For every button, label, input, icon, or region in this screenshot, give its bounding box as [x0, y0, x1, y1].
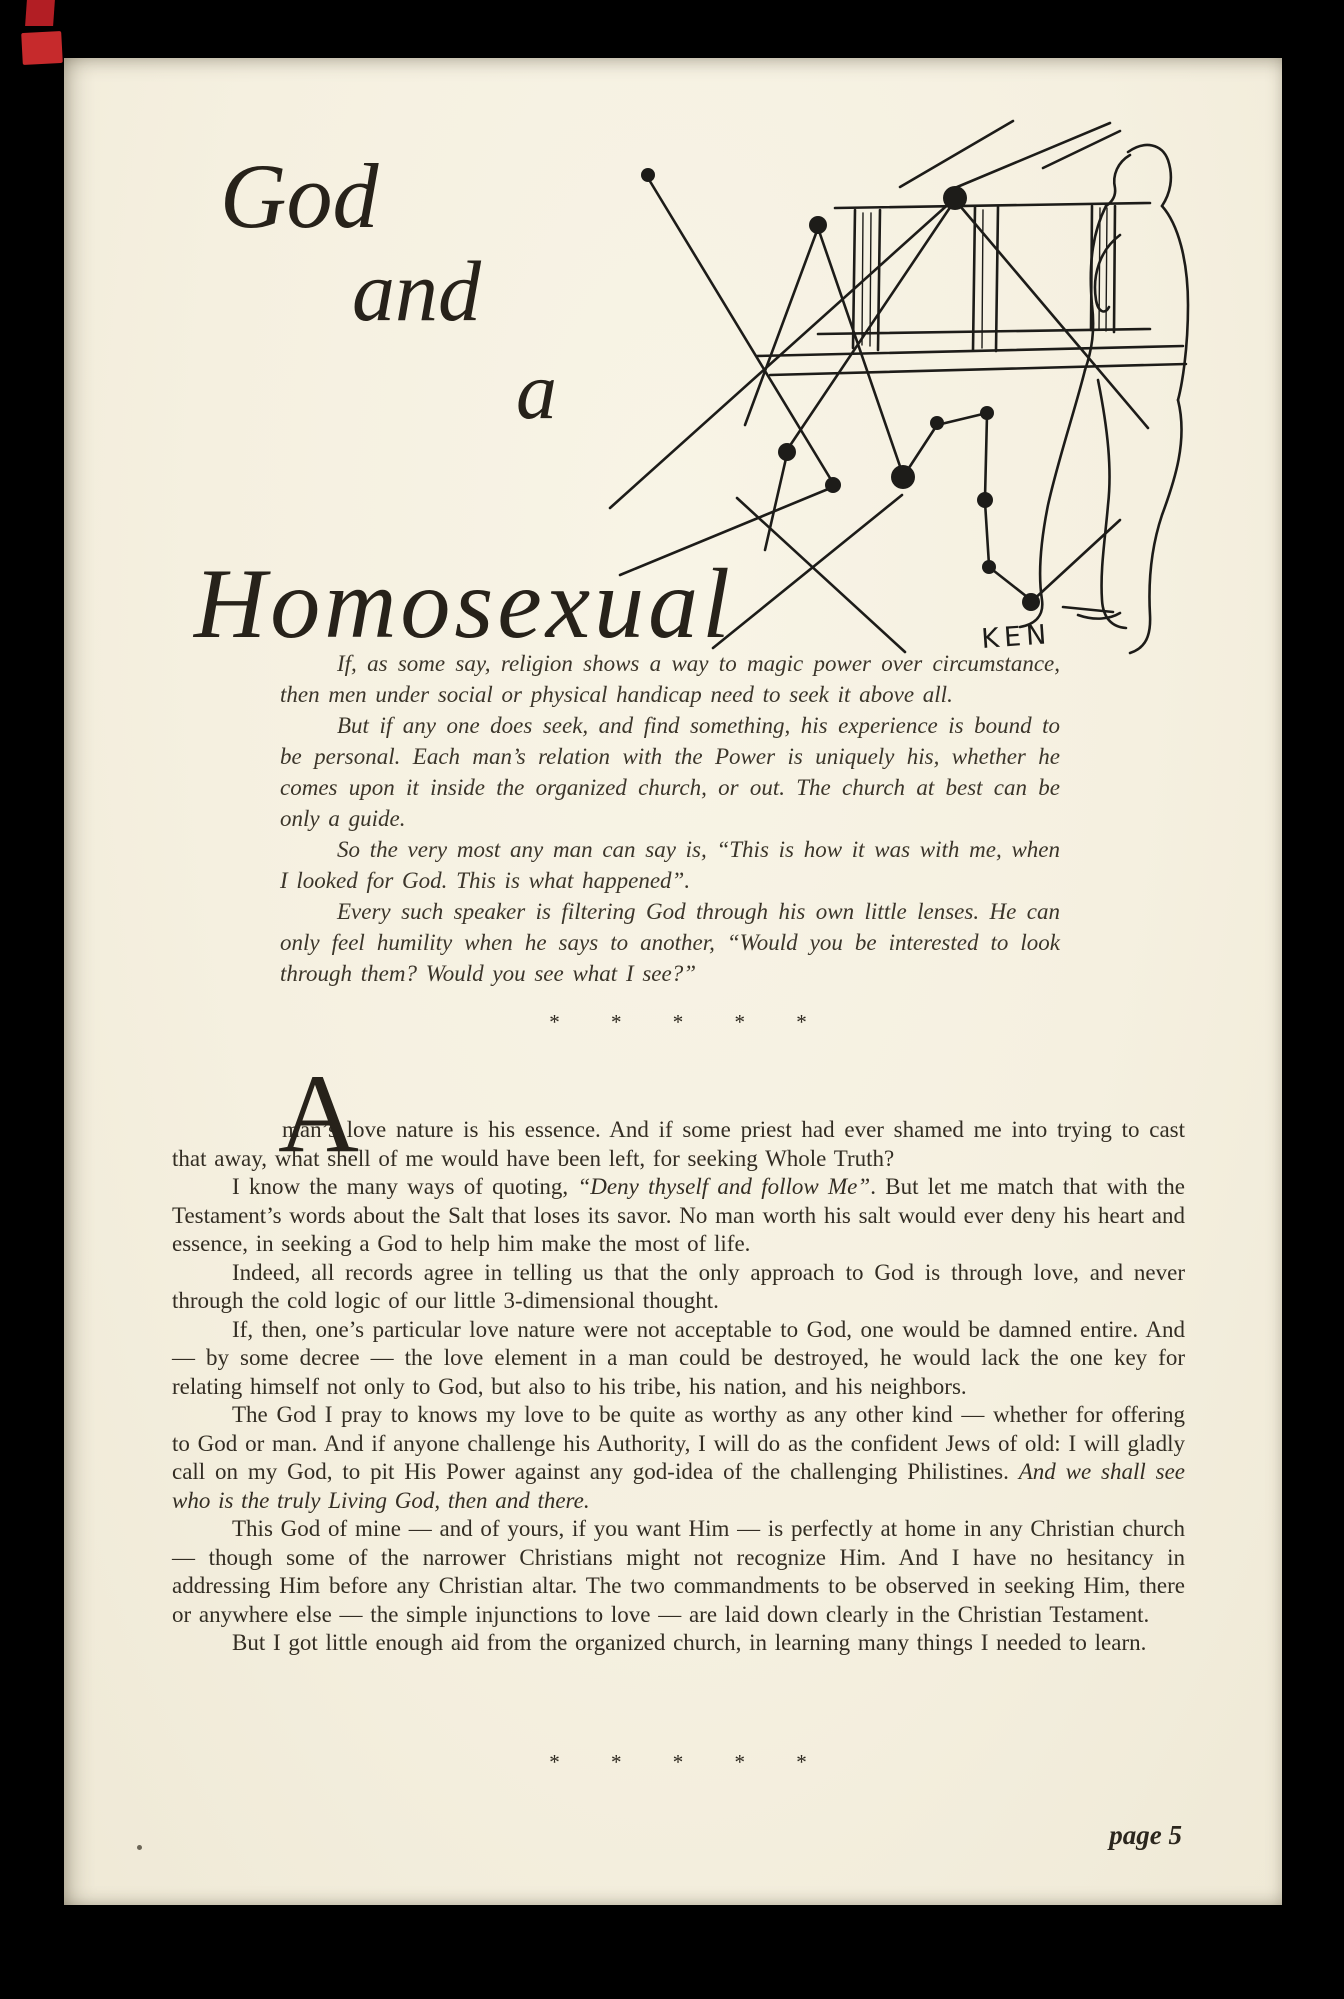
magazine-page [64, 58, 1282, 1905]
text-run: If, then, one’s particular love nature were not acceptable to God, one would be damned entire. And — by some decree — the love element in a man could be destroyed, he would lack the one key for relating himself not only to God, but also to his tribe, his nation, and his neighbors. [172, 1316, 1185, 1399]
body-paragraph [172, 1629, 1185, 1658]
italic-text-run: And we shall see who is the truly Living God, then and there. [172, 1459, 1185, 1513]
body-paragraph [172, 1401, 1185, 1515]
dropcap-letter: A [278, 1052, 359, 1176]
text-run: Indeed, all records agree in telling us that the only approach to God is through love, and never through the cold logic of our little 3-dimensional thought. [172, 1259, 1185, 1313]
text-run: The God I pray to knows my love to be quite as worthy as any other kind — whether for offering to God or man. And if anyone challenge his Authority, I will do as the confident Jews of old: I will gladly call on my God, to pit His Power against any god-idea of the challenging Philistines. [172, 1402, 1185, 1484]
italic-text-run: “Deny thyself and follow Me” [577, 1174, 871, 1199]
intro-paragraph: But if any one does seek, and find something, his experience is bound to be personal. Each man’s relation with the Power is uniquely his, whether he comes upon it inside the organized church, or out. The church at best can be only a guide. [280, 713, 1060, 831]
title-line-and: and [352, 243, 481, 339]
scan-artifact-red-mark [25, 0, 55, 26]
asterisk-separator: * * * * * [549, 1750, 808, 1774]
title-line-homosexual: Homosexual [194, 548, 734, 659]
page-number: page 5 [1109, 1820, 1182, 1850]
text-run: This God of mine — and of yours, if you want Him — is perfectly at home in any Christian church — though some of the narrower Christians might not recognize Him. And I have no hesitancy in addressing Him before any Christian altar. The two commandments to be observed in seeking Him, there or anywhere else — the simple injunctions to love — are laid down clearly in the Christian Testament. [172, 1516, 1185, 1627]
abstract-line-drawing [600, 100, 1200, 660]
title-line-god: God [220, 145, 379, 247]
scan-speck [137, 1845, 142, 1850]
asterisk-separator: * * * * * [549, 1010, 808, 1034]
body-paragraph [172, 1052, 1185, 1176]
scan-artifact-red-mark [21, 31, 63, 65]
text-run: I know the many ways of quoting, [232, 1174, 578, 1199]
intro-paragraph: Every such speaker is filtering God through his own little lenses. He can only feel humility when he says to another, “Would you be interested to look through them? Would you see what I see?” [280, 899, 1060, 986]
article-block [172, 1052, 1185, 1658]
human-figure-drawing [1020, 145, 1188, 653]
body-paragraph [172, 1173, 1185, 1259]
intro-paragraph: If, as some say, religion shows a way to magic power over circumstance, then men under social or physical handicap need to seek it above all. [280, 651, 1060, 707]
text-run: But I got little enough aid from the organized church, in learning many things I needed to learn. [232, 1630, 1147, 1655]
text-run: man’s love nature is his essence. And if some priest had ever shamed me into trying to cast that away, what shell of me would have been left, for seeking Whole Truth? [172, 1117, 1185, 1171]
intro-paragraph: So the very most any man can say is, “This is how it was with me, when I looked for God. This is what happened”. [280, 837, 1060, 893]
title-line-a: a [516, 345, 557, 436]
artist-signature-text: KEN [980, 619, 1053, 655]
text-run: . But let me match that with the Testament’s words about the Salt that loses its savor. No man worth his salt would ever deny his heart and essence, in seeking a God to help him make the most of life. [172, 1174, 1185, 1256]
body-paragraph [172, 1259, 1185, 1316]
temple-structure-drawing [757, 121, 1186, 375]
body-paragraph [172, 1515, 1185, 1629]
intro-block [280, 648, 1060, 989]
body-paragraph [172, 1316, 1185, 1402]
